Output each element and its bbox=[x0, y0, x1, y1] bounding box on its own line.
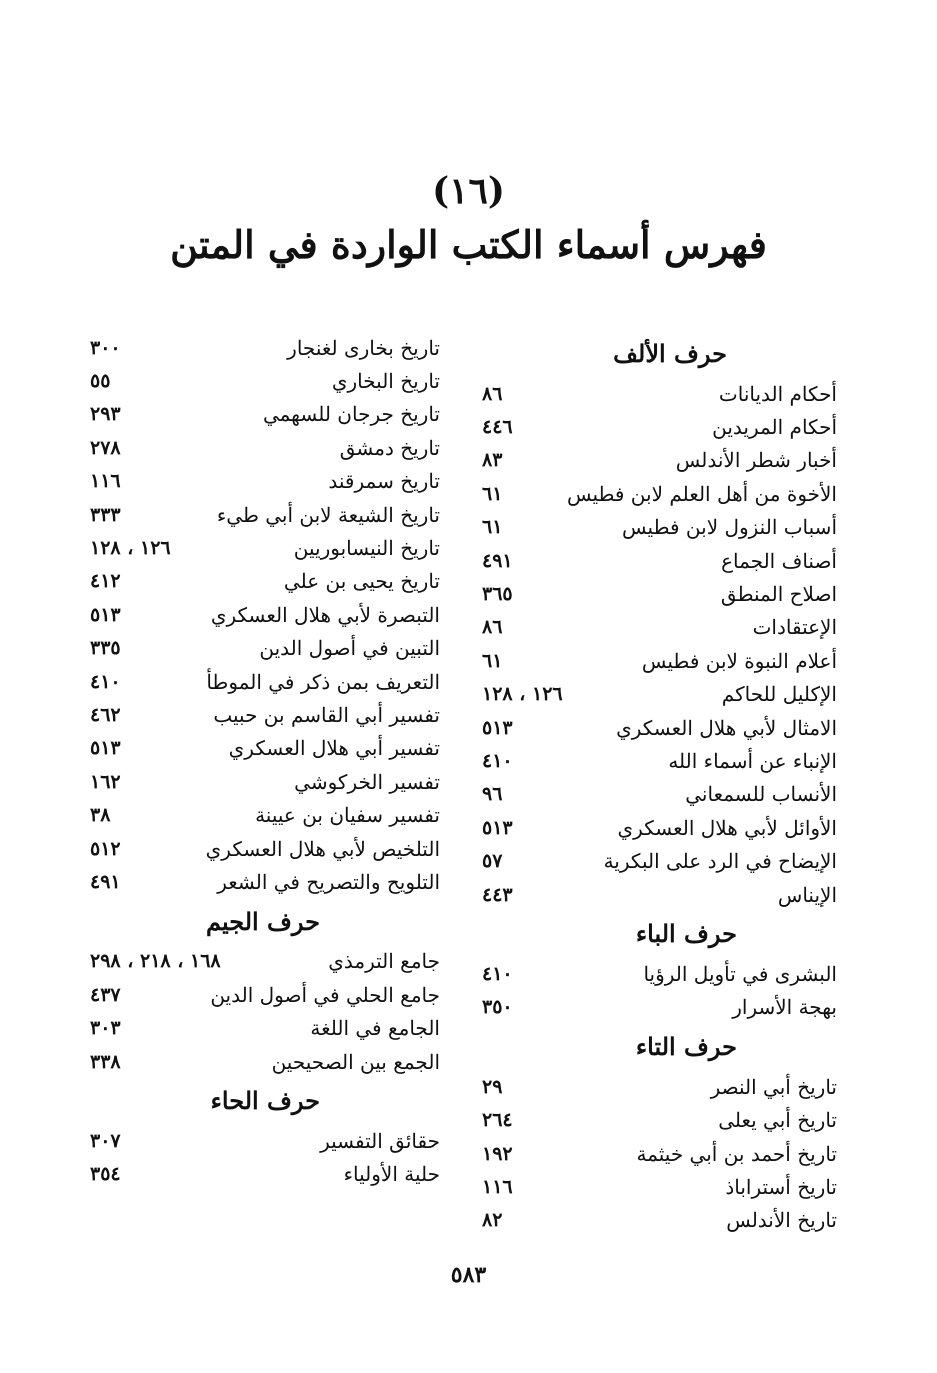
index-entry bbox=[482, 957, 837, 990]
entry-pages: ٤٤٦ bbox=[482, 416, 513, 439]
entry-pages: ٦١ bbox=[482, 649, 503, 672]
entry-pages: ٩٦ bbox=[482, 783, 503, 806]
section-heading: حرف الباء bbox=[635, 919, 737, 949]
entry-title: الأخوة من أهل العلم لابن فطيس bbox=[566, 481, 837, 506]
entry-title: اصلاح المنطق bbox=[720, 582, 837, 607]
entry-pages: ٥١٣ bbox=[482, 816, 513, 839]
entry-pages: ٥١٢ bbox=[90, 837, 121, 860]
entry-title: الإنباء عن أسماء الله bbox=[668, 748, 837, 773]
entry-title: تاريخ أبي النصر bbox=[710, 1074, 837, 1099]
index-entry bbox=[482, 377, 837, 410]
entry-pages: ٣٥٤ bbox=[90, 1163, 121, 1186]
index-entry bbox=[482, 1204, 837, 1237]
entry-title: تفسير أبي القاسم بن حبيب bbox=[213, 702, 440, 727]
entry-title: تاريخ النيسابوريين bbox=[293, 536, 440, 561]
index-entry bbox=[90, 331, 440, 364]
index-entry bbox=[90, 978, 440, 1011]
entry-pages: ٨٢ bbox=[482, 1209, 503, 1232]
index-entry bbox=[482, 444, 837, 477]
index-entry bbox=[482, 844, 837, 877]
entry-pages: ٦١ bbox=[482, 516, 503, 539]
entry-pages: ٣٠٧ bbox=[90, 1129, 121, 1152]
entry-title: تاريخ أحمد بن أبي خيثمة bbox=[636, 1141, 837, 1166]
entry-title: أعلام النبوة لابن فطيس bbox=[641, 648, 837, 673]
entry-pages: ٨٦ bbox=[482, 616, 503, 639]
entry-pages: ١١٦ bbox=[90, 470, 121, 493]
index-entry bbox=[90, 945, 440, 978]
index-entry bbox=[90, 1011, 440, 1044]
entry-pages: ٣٣٨ bbox=[90, 1050, 121, 1073]
entry-pages: ٣٨ bbox=[90, 804, 111, 827]
index-entry bbox=[90, 364, 440, 397]
entry-title: البشرى في تأويل الرؤيا bbox=[643, 961, 837, 986]
entry-pages: ٥١٣ bbox=[90, 603, 121, 626]
index-number: (١٦) bbox=[432, 170, 505, 212]
index-entry bbox=[90, 465, 440, 498]
entry-title: التلويح والتصريح في الشعر bbox=[217, 869, 440, 894]
index-entry bbox=[482, 778, 837, 811]
entry-title: الإعتقادات bbox=[752, 615, 837, 640]
entry-pages: ٣٥٠ bbox=[482, 996, 513, 1019]
entry-pages: ٢٩٣ bbox=[90, 403, 121, 426]
entry-title: الجمع بين الصحيحين bbox=[271, 1049, 440, 1074]
index-entry bbox=[482, 511, 837, 544]
entry-pages: ٨٦ bbox=[482, 382, 503, 405]
entry-pages: ١٦٨ ، ٢١٨ ، ٢٩٨ bbox=[90, 950, 221, 973]
index-entry bbox=[482, 744, 837, 777]
entry-title: تاريخ بخارى لغنجار bbox=[287, 335, 440, 360]
section-heading: حرف الجيم bbox=[206, 906, 320, 936]
index-entry bbox=[482, 811, 837, 844]
entry-pages: ٢٦٤ bbox=[482, 1109, 513, 1132]
entry-pages: ٤٩١ bbox=[90, 870, 121, 893]
entry-title: الإكليل للحاكم bbox=[721, 682, 837, 707]
entry-title: تاريخ الأندلس bbox=[726, 1208, 837, 1233]
entry-pages: ٥١٣ bbox=[90, 737, 121, 760]
entry-title: أسباب النزول لابن فطيس bbox=[622, 515, 837, 540]
entry-title: التلخيص لأبي هلال العسكري bbox=[205, 836, 440, 861]
entry-pages: ٤٣٧ bbox=[90, 983, 121, 1006]
entry-title: جامع الترمذي bbox=[328, 949, 440, 974]
index-entry bbox=[90, 398, 440, 431]
index-entry bbox=[482, 1070, 837, 1103]
section-heading: حرف الحاء bbox=[210, 1086, 320, 1116]
index-entry bbox=[482, 644, 837, 677]
entry-title: حقائق التفسير bbox=[320, 1128, 440, 1153]
entry-title: التعريف بمن ذكر في الموطأ bbox=[206, 669, 440, 694]
entry-pages: ٣٠٠ bbox=[90, 336, 121, 359]
entry-title: حلية الأولياء bbox=[343, 1162, 440, 1187]
entry-pages: ٤١٠ bbox=[482, 749, 513, 772]
entry-title: تفسير الخركوشي bbox=[294, 769, 440, 794]
index-entry bbox=[90, 732, 440, 765]
entry-title: الإيضاح في الرد على البكرية bbox=[603, 849, 837, 874]
index-entry bbox=[482, 544, 837, 577]
entry-pages: ١٦٢ bbox=[90, 770, 121, 793]
index-entry bbox=[482, 1103, 837, 1136]
entry-title: جامع الحلي في أصول الدين bbox=[210, 982, 440, 1007]
entry-title: أخبار شطر الأندلس bbox=[675, 448, 837, 473]
entry-pages: ٨٣ bbox=[482, 449, 503, 472]
entry-title: أحكام الديانات bbox=[718, 381, 837, 406]
entry-pages: ٣٣٣ bbox=[90, 503, 121, 526]
entry-pages: ٤١٠ bbox=[90, 670, 121, 693]
index-entry bbox=[482, 577, 837, 610]
entry-title: بهجة الأسرار bbox=[732, 995, 837, 1020]
page-number: ٥٨٣ bbox=[450, 1262, 487, 1288]
entry-pages: ٤١٠ bbox=[482, 962, 513, 985]
index-entry bbox=[482, 878, 837, 911]
entry-pages: ٥٧ bbox=[482, 850, 503, 873]
entry-title: تاريخ جرجان للسهمي bbox=[262, 402, 440, 427]
entry-pages: ١٢٦ ، ١٢٨ bbox=[482, 683, 563, 706]
index-entry bbox=[90, 531, 440, 564]
entry-title: تاريخ أستراباذ bbox=[725, 1174, 837, 1199]
entry-title: تاريخ الشيعة لابن أبي طيء bbox=[216, 502, 440, 527]
entry-pages: ١٢٦ ، ١٢٨ bbox=[90, 537, 171, 560]
index-entry bbox=[482, 678, 837, 711]
entry-title: التبين في أصول الدين bbox=[259, 636, 440, 661]
entry-title: تاريخ سمرقند bbox=[328, 469, 440, 494]
entry-pages: ١٩٢ bbox=[482, 1142, 513, 1165]
entry-pages: ٣٠٣ bbox=[90, 1017, 121, 1040]
entry-title: تاريخ أبي يعلى bbox=[718, 1108, 837, 1133]
entry-title: التبصرة لأبي هلال العسكري bbox=[210, 602, 440, 627]
index-entry bbox=[90, 565, 440, 598]
entry-pages: ٤٩١ bbox=[482, 549, 513, 572]
index-entry bbox=[482, 1137, 837, 1170]
entry-pages: ٥١٣ bbox=[482, 716, 513, 739]
entry-title: الأوائل لأبي هلال العسكري bbox=[617, 815, 837, 840]
entry-title: تفسير سفيان بن عيينة bbox=[255, 803, 440, 828]
index-entry bbox=[90, 431, 440, 464]
entry-title: تاريخ البخاري bbox=[331, 369, 440, 394]
section-heading: حرف التاء bbox=[635, 1032, 737, 1062]
page-title: فهرس أسماء الكتب الواردة في المتن bbox=[170, 222, 767, 267]
entry-title: الإيناس bbox=[777, 882, 837, 907]
entry-title: الامثال لأبي هلال العسكري bbox=[616, 715, 837, 740]
index-entry bbox=[90, 798, 440, 831]
entry-pages: ٦١ bbox=[482, 482, 503, 505]
entry-title: تفسير أبي هلال العسكري bbox=[228, 736, 440, 761]
index-entry bbox=[90, 698, 440, 731]
index-entry bbox=[90, 1124, 440, 1157]
entry-pages: ٥٥ bbox=[90, 370, 111, 393]
index-column-left bbox=[90, 331, 440, 1191]
entry-pages: ٤٦٢ bbox=[90, 703, 121, 726]
index-entry bbox=[482, 991, 837, 1024]
entry-title: الأنساب للسمعاني bbox=[685, 782, 837, 807]
entry-pages: ٢٧٨ bbox=[90, 436, 121, 459]
index-entry bbox=[90, 665, 440, 698]
index-entry bbox=[90, 598, 440, 631]
index-entry bbox=[482, 1170, 837, 1203]
entry-title: الجامع في اللغة bbox=[310, 1016, 440, 1041]
entry-pages: ٤٤٣ bbox=[482, 883, 513, 906]
entry-title: أحكام المريدين bbox=[712, 415, 837, 440]
entry-title: تاريخ دمشق bbox=[339, 435, 440, 460]
section-heading: حرف الألف bbox=[613, 339, 727, 368]
entry-pages: ١١٦ bbox=[482, 1175, 513, 1198]
entry-title: تاريخ يحيى بن علي bbox=[283, 569, 440, 594]
index-entry bbox=[90, 832, 440, 865]
entry-pages: ٣٣٥ bbox=[90, 637, 121, 660]
index-column-right bbox=[482, 331, 837, 1237]
entry-pages: ٣٦٥ bbox=[482, 583, 513, 606]
index-entry bbox=[90, 865, 440, 898]
index-entry bbox=[90, 498, 440, 531]
index-entry bbox=[90, 1045, 440, 1078]
entry-title: أصناف الجماع bbox=[721, 548, 837, 573]
index-entry bbox=[482, 410, 837, 443]
index-entry bbox=[482, 611, 837, 644]
entry-pages: ٢٩ bbox=[482, 1075, 503, 1098]
index-entry bbox=[482, 711, 837, 744]
index-entry bbox=[90, 632, 440, 665]
index-entry bbox=[90, 765, 440, 798]
index-entry bbox=[482, 477, 837, 510]
entry-pages: ٤١٢ bbox=[90, 570, 121, 593]
index-entry bbox=[90, 1158, 440, 1191]
